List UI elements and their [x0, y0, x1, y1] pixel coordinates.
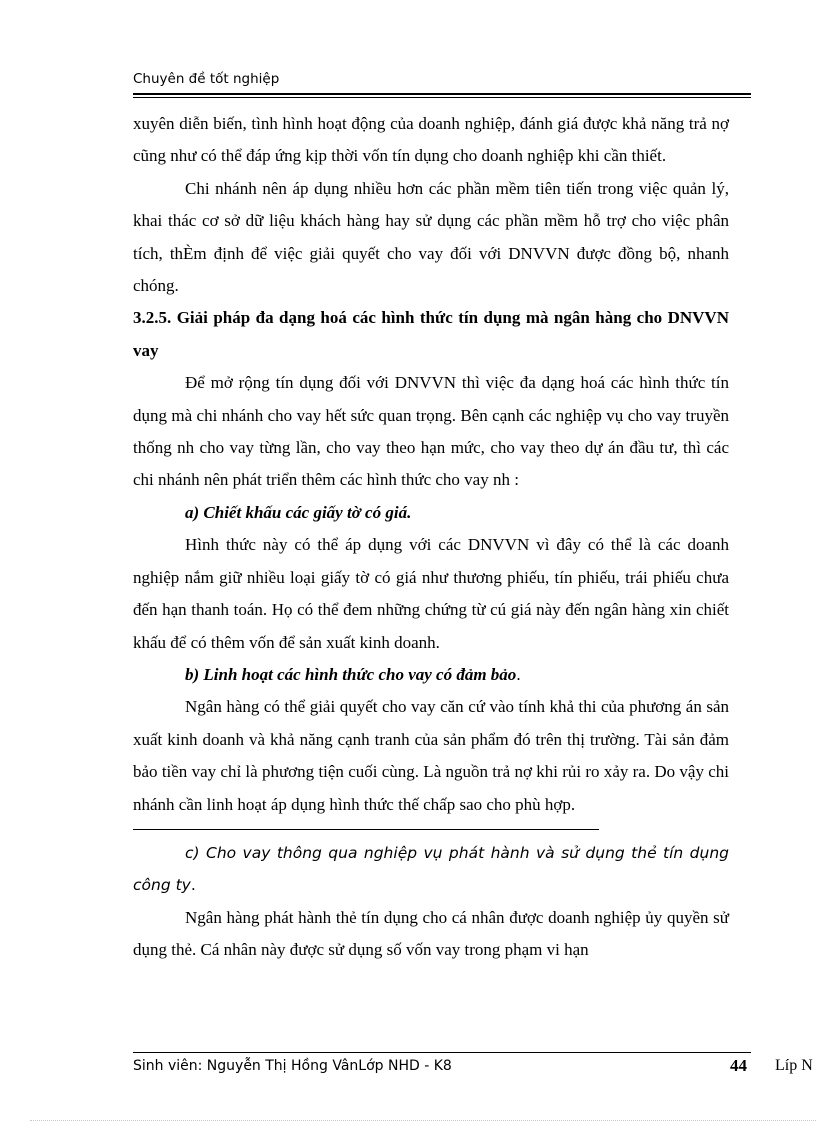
subheading-b-period: . [516, 664, 521, 684]
page-number: 44 [730, 1056, 747, 1075]
subheading-b-text: b) Linh hoạt các hình thức cho vay có đảm bảo [185, 664, 517, 684]
paragraph-software: Chi nhánh nên áp dụng nhiều hơn các phần mềm tiên tiến trong việc quản lý, khai thác cơ sở dữ liệu khách hàng hay sử dụng các phần mềm hỗ trợ cho việc phân tích, thÈm định để việc giải quyết cho vay đối với DNVVN được đồng bộ, nhanh chóng. [133, 178, 729, 296]
subheading-b-secured [133, 659, 729, 691]
subheading-c-credit-card [133, 837, 729, 902]
paragraph-continuation: xuyên diễn biến, tình hình hoạt động của doanh nghiệp, đánh giá được khả năng trả nợ cũng như có thể đáp ứng kịp thời vốn tín dụng cho doanh nghiệp khi cần thiết. [133, 114, 729, 166]
page-footer [133, 1056, 816, 1076]
footer-student: Sinh viên: Nguyễn Thị Hồng VânLớp NHD - K8 [133, 1058, 452, 1074]
paragraph-secured: Ngân hàng có thể giải quyết cho vay căn cứ vào tính khả thi của phương án sản xuất kinh doanh và khả năng cạnh tranh của sản phẩm đó trên thị trường. Tài sản đảm bảo tiền vay chỉ là phương tiện cuối cùng. Là nguồn trả nợ khi rủi ro xảy ra. Do vậy chi nhánh cần linh hoạt áp dụng hình thức thế chấp sao cho phù hợp. [133, 697, 729, 814]
paragraph-discount: Hình thức này có thể áp dụng với các DNVVN vì đây có thể là các doanh nghiệp nắm giữ nhiều loại giấy tờ có giá như thương phiếu, tín phiếu, trái phiếu chưa đến hạn thanh toán. Họ có thể đem những chứng từ cú giá này đến ngân hàng xin chiết khấu để có thêm vốn để sản xuất kinh doanh. [133, 535, 729, 652]
section-divider [133, 829, 599, 830]
section-heading-3-2-5: 3.2.5. Giải pháp đa dạng hoá các hình thức tín dụng mà ngân hàng cho DNVVN vay [133, 308, 729, 360]
subheading-c-period: . [190, 876, 196, 895]
footer-class-label: Líp N [775, 1057, 813, 1074]
paragraph-diversify: Để mở rộng tín dụng đối với DNVVN thì việc đa dạng hoá các hình thức tín dụng mà chi nhánh cho vay hết sức quan trọng. Bên cạnh các nghiệp vụ cho vay truyền thống nh cho vay từng lần, cho vay theo hạn mức, cho vay theo dự án đầu tư, thì các chi nhánh nên phát triển thêm các hình thức cho vay nh : [133, 373, 729, 490]
subheading-c-text: c) Cho vay thông qua nghiệp vụ phát hành và sử dụng thẻ tín dụng công ty [133, 843, 729, 895]
paragraph-credit-card: Ngân hàng phát hành thẻ tín dụng cho cá nhân được doanh nghiệp ủy quyền sử dụng thẻ. Cá nhân này được sử dụng số vốn vay trong phạm vi hạn [133, 907, 729, 960]
page-bottom-edge [30, 1120, 816, 1121]
header-double-rule [133, 93, 751, 98]
running-header: Chuyên đề tốt nghiệp [133, 71, 280, 87]
subheading-a-discount: a) Chiết khấu các giấy tờ có giá. [185, 502, 412, 522]
footer-rule [133, 1052, 751, 1053]
document-body [133, 108, 729, 967]
